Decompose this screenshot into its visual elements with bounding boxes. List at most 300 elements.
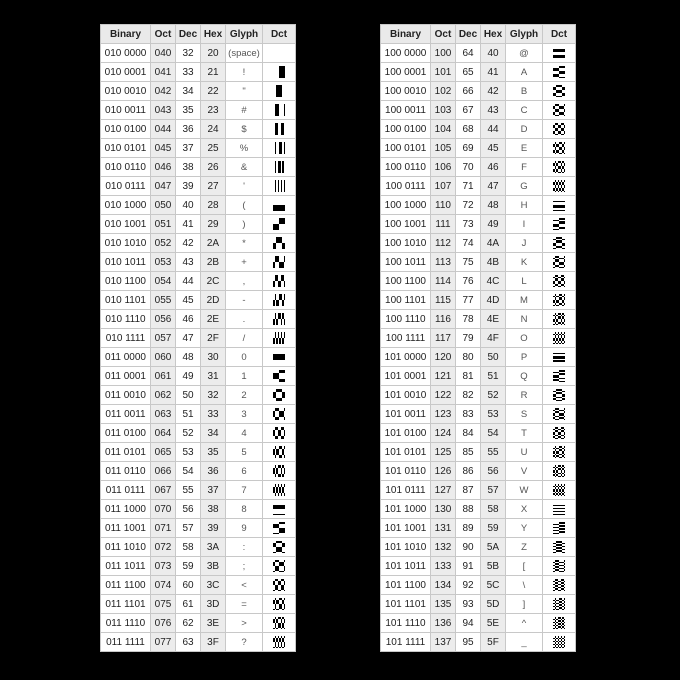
dct-cell: [543, 234, 576, 253]
binary-cell: 010 1000: [101, 196, 151, 215]
dct-cell: [263, 576, 296, 595]
dct-cell: [263, 234, 296, 253]
col-header-oct: Oct: [151, 25, 176, 44]
binary-cell: 011 0101: [101, 443, 151, 462]
hex-cell: 4A: [481, 234, 506, 253]
dct-basis-pattern: [553, 598, 565, 610]
table-row: [101, 500, 296, 519]
hex-cell: 2D: [201, 291, 226, 310]
table-row: [381, 158, 576, 177]
table-row: [101, 44, 296, 63]
table-row: [381, 215, 576, 234]
code-table-left: [100, 24, 296, 652]
dct-cell: [263, 424, 296, 443]
dec-cell: 73: [456, 215, 481, 234]
oct-cell: 134: [431, 576, 456, 595]
dct-cell: [543, 614, 576, 633]
dct-cell: [263, 443, 296, 462]
dct-basis-pattern: [273, 199, 285, 211]
dct-basis-pattern: [553, 142, 565, 154]
dct-cell: [263, 44, 296, 63]
hex-cell: 2F: [201, 329, 226, 348]
dct-cell: [543, 462, 576, 481]
hex-cell: 3B: [201, 557, 226, 576]
dec-cell: 92: [456, 576, 481, 595]
glyph-cell: A: [506, 63, 543, 82]
table-row: [381, 44, 576, 63]
dec-cell: 38: [176, 158, 201, 177]
table-row: [101, 348, 296, 367]
hex-cell: 21: [201, 63, 226, 82]
oct-cell: 057: [151, 329, 176, 348]
oct-cell: 070: [151, 500, 176, 519]
binary-cell: 101 0110: [381, 462, 431, 481]
dct-cell: [543, 633, 576, 652]
table-row: [381, 481, 576, 500]
dct-basis-pattern: [553, 256, 565, 268]
dct-basis-pattern: [553, 522, 565, 534]
col-header-dct: Dct: [543, 25, 576, 44]
dct-cell: [263, 120, 296, 139]
dct-cell: [543, 310, 576, 329]
binary-cell: 100 1001: [381, 215, 431, 234]
dct-cell: [263, 614, 296, 633]
glyph-cell: :: [226, 538, 263, 557]
hex-cell: 29: [201, 215, 226, 234]
binary-cell: 101 0100: [381, 424, 431, 443]
glyph-cell: 6: [226, 462, 263, 481]
dct-cell: [263, 595, 296, 614]
oct-cell: 112: [431, 234, 456, 253]
dec-cell: 66: [456, 82, 481, 101]
oct-cell: 072: [151, 538, 176, 557]
dec-cell: 72: [456, 196, 481, 215]
hex-cell: 31: [201, 367, 226, 386]
glyph-cell: [: [506, 557, 543, 576]
binary-cell: 011 1100: [101, 576, 151, 595]
glyph-cell: (: [226, 196, 263, 215]
oct-cell: 056: [151, 310, 176, 329]
glyph-cell: !: [226, 63, 263, 82]
dct-basis-pattern: [553, 66, 565, 78]
glyph-cell: B: [506, 82, 543, 101]
dct-basis-pattern: [553, 465, 565, 477]
dec-cell: 80: [456, 348, 481, 367]
hex-cell: 39: [201, 519, 226, 538]
table-row: [101, 405, 296, 424]
glyph-cell: ]: [506, 595, 543, 614]
dct-basis-pattern: [273, 237, 285, 249]
dec-cell: 59: [176, 557, 201, 576]
table-row: [101, 633, 296, 652]
table-row: [381, 595, 576, 614]
glyph-cell: L: [506, 272, 543, 291]
glyph-cell: T: [506, 424, 543, 443]
binary-cell: 100 1111: [381, 329, 431, 348]
oct-cell: 104: [431, 120, 456, 139]
binary-cell: 011 1111: [101, 633, 151, 652]
binary-cell: 011 1110: [101, 614, 151, 633]
table-row: [381, 139, 576, 158]
table-row: [381, 538, 576, 557]
oct-cell: 127: [431, 481, 456, 500]
hex-cell: 34: [201, 424, 226, 443]
oct-cell: 066: [151, 462, 176, 481]
binary-cell: 011 1001: [101, 519, 151, 538]
dec-cell: 55: [176, 481, 201, 500]
dct-basis-pattern: [553, 237, 565, 249]
table-row: [101, 614, 296, 633]
binary-cell: 010 0110: [101, 158, 151, 177]
dct-basis-pattern: [553, 617, 565, 629]
dct-basis-pattern: [553, 636, 565, 648]
table-row: [381, 519, 576, 538]
glyph-cell: 0: [226, 348, 263, 367]
hex-cell: 40: [481, 44, 506, 63]
table-row: [101, 443, 296, 462]
dec-cell: 35: [176, 101, 201, 120]
binary-cell: 010 0011: [101, 101, 151, 120]
hex-cell: 37: [201, 481, 226, 500]
glyph-cell: ": [226, 82, 263, 101]
dct-cell: [543, 500, 576, 519]
table-row: [381, 405, 576, 424]
dct-cell: [543, 291, 576, 310]
dec-cell: 42: [176, 234, 201, 253]
dct-cell: [543, 386, 576, 405]
oct-cell: 067: [151, 481, 176, 500]
binary-cell: 011 1011: [101, 557, 151, 576]
dct-cell: [263, 101, 296, 120]
dct-basis-pattern: [273, 446, 285, 458]
binary-cell: 011 0011: [101, 405, 151, 424]
binary-cell: 010 0100: [101, 120, 151, 139]
glyph-cell: 9: [226, 519, 263, 538]
table-row: [101, 82, 296, 101]
hex-cell: 4B: [481, 253, 506, 272]
hex-cell: 46: [481, 158, 506, 177]
binary-cell: 010 1001: [101, 215, 151, 234]
binary-cell: 011 0000: [101, 348, 151, 367]
binary-cell: 010 1100: [101, 272, 151, 291]
binary-cell: 100 1010: [381, 234, 431, 253]
dec-cell: 83: [456, 405, 481, 424]
binary-cell: 101 0000: [381, 348, 431, 367]
glyph-cell: +: [226, 253, 263, 272]
dct-cell: [543, 348, 576, 367]
table-row: [101, 101, 296, 120]
binary-cell: 100 1110: [381, 310, 431, 329]
glyph-cell: K: [506, 253, 543, 272]
glyph-cell: -: [226, 291, 263, 310]
col-header-binary: Binary: [381, 25, 431, 44]
binary-cell: 100 0100: [381, 120, 431, 139]
glyph-cell: Q: [506, 367, 543, 386]
dec-cell: 61: [176, 595, 201, 614]
dct-basis-pattern: [553, 560, 565, 572]
oct-cell: 061: [151, 367, 176, 386]
table-row: [381, 348, 576, 367]
dct-basis-pattern: [553, 446, 565, 458]
hex-cell: 44: [481, 120, 506, 139]
dct-basis-pattern: [553, 484, 565, 496]
binary-cell: 010 1010: [101, 234, 151, 253]
binary-cell: 101 1101: [381, 595, 431, 614]
dct-cell: [263, 348, 296, 367]
dec-cell: 47: [176, 329, 201, 348]
binary-cell: 100 1100: [381, 272, 431, 291]
binary-cell: 100 0110: [381, 158, 431, 177]
glyph-cell: Y: [506, 519, 543, 538]
table-row: [381, 234, 576, 253]
oct-cell: 124: [431, 424, 456, 443]
oct-cell: 060: [151, 348, 176, 367]
binary-cell: 010 1101: [101, 291, 151, 310]
binary-cell: 011 0110: [101, 462, 151, 481]
oct-cell: 040: [151, 44, 176, 63]
binary-cell: 101 0101: [381, 443, 431, 462]
dec-cell: 81: [456, 367, 481, 386]
hex-cell: 25: [201, 139, 226, 158]
oct-cell: 135: [431, 595, 456, 614]
glyph-cell: ': [226, 177, 263, 196]
binary-cell: 011 0001: [101, 367, 151, 386]
dec-cell: 79: [456, 329, 481, 348]
hex-cell: 47: [481, 177, 506, 196]
glyph-cell: E: [506, 139, 543, 158]
dec-cell: 91: [456, 557, 481, 576]
hex-cell: 2A: [201, 234, 226, 253]
oct-cell: 115: [431, 291, 456, 310]
hex-cell: 56: [481, 462, 506, 481]
oct-cell: 100: [431, 44, 456, 63]
dec-cell: 49: [176, 367, 201, 386]
oct-cell: 122: [431, 386, 456, 405]
binary-cell: 100 1000: [381, 196, 431, 215]
table-row: [101, 481, 296, 500]
glyph-cell: V: [506, 462, 543, 481]
table-row: [381, 443, 576, 462]
hex-cell: 38: [201, 500, 226, 519]
glyph-cell: D: [506, 120, 543, 139]
dec-cell: 50: [176, 386, 201, 405]
dct-basis-pattern: [273, 503, 285, 515]
oct-cell: 132: [431, 538, 456, 557]
dec-cell: 69: [456, 139, 481, 158]
dct-basis-pattern: [553, 47, 565, 59]
dct-basis-pattern: [553, 180, 565, 192]
oct-cell: 063: [151, 405, 176, 424]
hex-cell: 54: [481, 424, 506, 443]
table-row: [381, 253, 576, 272]
dct-basis-pattern: [553, 389, 565, 401]
glyph-cell: @: [506, 44, 543, 63]
dec-cell: 39: [176, 177, 201, 196]
glyph-cell: .: [226, 310, 263, 329]
hex-cell: 51: [481, 367, 506, 386]
glyph-cell: ,: [226, 272, 263, 291]
dec-cell: 34: [176, 82, 201, 101]
dct-cell: [263, 82, 296, 101]
dct-basis-pattern: [273, 389, 285, 401]
dct-cell: [263, 500, 296, 519]
oct-cell: 064: [151, 424, 176, 443]
glyph-cell: J: [506, 234, 543, 253]
binary-cell: 101 0111: [381, 481, 431, 500]
table-row: [101, 519, 296, 538]
dct-basis-pattern: [553, 104, 565, 116]
binary-cell: 101 0010: [381, 386, 431, 405]
table-row: [381, 367, 576, 386]
glyph-cell: N: [506, 310, 543, 329]
dct-basis-pattern: [273, 427, 285, 439]
col-header-binary: Binary: [101, 25, 151, 44]
oct-cell: 107: [431, 177, 456, 196]
binary-cell: 101 1111: [381, 633, 431, 652]
dec-cell: 88: [456, 500, 481, 519]
binary-cell: 101 0011: [381, 405, 431, 424]
table-row: [101, 386, 296, 405]
dct-cell: [543, 557, 576, 576]
dct-basis-pattern: [553, 408, 565, 420]
binary-cell: 100 0001: [381, 63, 431, 82]
dec-cell: 58: [176, 538, 201, 557]
oct-cell: 116: [431, 310, 456, 329]
dct-basis-pattern: [273, 522, 285, 534]
hex-cell: 57: [481, 481, 506, 500]
table-row: [381, 101, 576, 120]
glyph-cell: G: [506, 177, 543, 196]
hex-cell: 3D: [201, 595, 226, 614]
glyph-cell: 3: [226, 405, 263, 424]
hex-cell: 49: [481, 215, 506, 234]
dct-basis-pattern: [273, 465, 285, 477]
binary-cell: 011 0100: [101, 424, 151, 443]
glyph-cell: 2: [226, 386, 263, 405]
dec-cell: 90: [456, 538, 481, 557]
dct-cell: [543, 519, 576, 538]
dec-cell: 78: [456, 310, 481, 329]
table-row: [101, 576, 296, 595]
table-row: [381, 63, 576, 82]
oct-cell: 126: [431, 462, 456, 481]
hex-cell: 30: [201, 348, 226, 367]
dct-basis-pattern: [273, 617, 285, 629]
hex-cell: 43: [481, 101, 506, 120]
dec-cell: 75: [456, 253, 481, 272]
dct-basis-pattern: [553, 370, 565, 382]
dec-cell: 36: [176, 120, 201, 139]
dct-cell: [263, 291, 296, 310]
dec-cell: 63: [176, 633, 201, 652]
dec-cell: 54: [176, 462, 201, 481]
glyph-cell: P: [506, 348, 543, 367]
table-row: [101, 557, 296, 576]
glyph-cell: O: [506, 329, 543, 348]
col-header-dct: Dct: [263, 25, 296, 44]
dec-cell: 52: [176, 424, 201, 443]
table-row: [381, 82, 576, 101]
hex-cell: 3C: [201, 576, 226, 595]
dct-basis-pattern: [273, 275, 285, 287]
dec-cell: 51: [176, 405, 201, 424]
dct-cell: [263, 158, 296, 177]
dct-basis-pattern: [553, 427, 565, 439]
col-header-dec: Dec: [456, 25, 481, 44]
oct-cell: 113: [431, 253, 456, 272]
oct-cell: 110: [431, 196, 456, 215]
dct-basis-pattern: [553, 123, 565, 135]
header-row: [381, 25, 576, 44]
oct-cell: 131: [431, 519, 456, 538]
glyph-cell: C: [506, 101, 543, 120]
dct-cell: [543, 481, 576, 500]
glyph-cell: 7: [226, 481, 263, 500]
dct-basis-pattern: [273, 123, 285, 135]
hex-cell: 45: [481, 139, 506, 158]
binary-cell: 100 1101: [381, 291, 431, 310]
glyph-cell: F: [506, 158, 543, 177]
header-row: [101, 25, 296, 44]
dct-cell: [543, 424, 576, 443]
oct-cell: 103: [431, 101, 456, 120]
oct-cell: 053: [151, 253, 176, 272]
hex-cell: 27: [201, 177, 226, 196]
dct-cell: [263, 139, 296, 158]
table-row: [101, 234, 296, 253]
dct-basis-pattern: [553, 161, 565, 173]
oct-cell: 050: [151, 196, 176, 215]
col-header-dec: Dec: [176, 25, 201, 44]
dec-cell: 64: [456, 44, 481, 63]
binary-cell: 010 1110: [101, 310, 151, 329]
binary-cell: 011 1000: [101, 500, 151, 519]
binary-cell: 100 1011: [381, 253, 431, 272]
binary-cell: 010 0111: [101, 177, 151, 196]
dec-cell: 45: [176, 291, 201, 310]
table-row: [101, 196, 296, 215]
oct-cell: 121: [431, 367, 456, 386]
binary-cell: 011 0010: [101, 386, 151, 405]
dct-cell: [263, 253, 296, 272]
glyph-cell: 8: [226, 500, 263, 519]
dct-cell: [543, 196, 576, 215]
table-row: [381, 633, 576, 652]
table-row: [101, 158, 296, 177]
dct-basis-pattern: [273, 541, 285, 553]
table-row: [381, 424, 576, 443]
glyph-cell: ;: [226, 557, 263, 576]
hex-cell: 5C: [481, 576, 506, 595]
dct-cell: [263, 272, 296, 291]
dct-cell: [543, 44, 576, 63]
dct-basis-pattern: [273, 313, 285, 325]
table-row: [381, 177, 576, 196]
glyph-cell: 1: [226, 367, 263, 386]
glyph-cell: (space): [226, 44, 263, 63]
glyph-cell: U: [506, 443, 543, 462]
oct-cell: 052: [151, 234, 176, 253]
hex-cell: 3F: [201, 633, 226, 652]
oct-cell: 074: [151, 576, 176, 595]
hex-cell: 3A: [201, 538, 226, 557]
dct-cell: [263, 215, 296, 234]
col-header-hex: Hex: [481, 25, 506, 44]
dec-cell: 86: [456, 462, 481, 481]
binary-cell: 010 0001: [101, 63, 151, 82]
table-row: [101, 272, 296, 291]
dct-basis-pattern: [273, 104, 285, 116]
